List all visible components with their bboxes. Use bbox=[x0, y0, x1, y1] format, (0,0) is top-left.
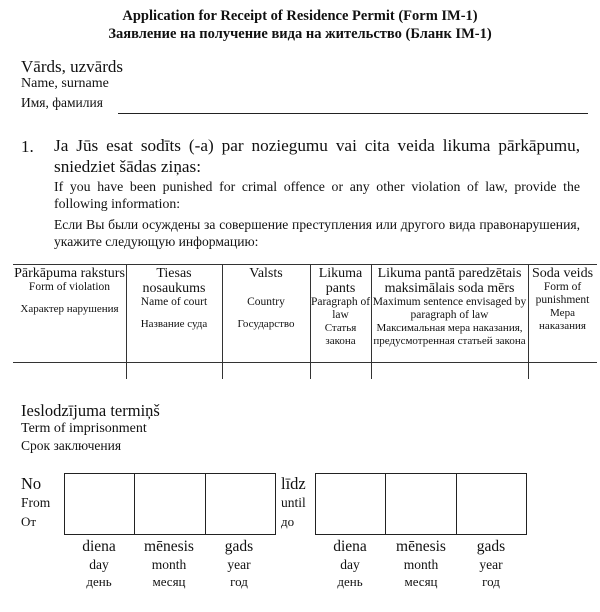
date-part-lv: gads bbox=[476, 538, 506, 555]
until-label-ru: до bbox=[281, 514, 295, 529]
until-month-input[interactable] bbox=[386, 474, 456, 534]
from-year-input[interactable] bbox=[206, 474, 275, 534]
column-header-lv: Pārkāpuma raksturs bbox=[14, 266, 125, 281]
column-header-en: Form of violation bbox=[28, 281, 111, 293]
punishment-cell-input[interactable] bbox=[529, 364, 597, 379]
until-year-input[interactable] bbox=[457, 474, 526, 534]
question-number: 1. bbox=[21, 137, 34, 156]
date-part-ru: год bbox=[230, 574, 248, 589]
column-header-court bbox=[126, 266, 222, 331]
column-header-en: Form of punishment bbox=[535, 281, 590, 306]
court-cell-input[interactable] bbox=[127, 364, 222, 379]
from-month-label bbox=[134, 537, 204, 590]
date-part-en: day bbox=[340, 557, 360, 572]
date-part-ru: день bbox=[86, 574, 112, 589]
term-label-ru: Срок заключения bbox=[21, 438, 122, 453]
until-year-label bbox=[456, 537, 526, 590]
column-header-ru: Название суда bbox=[140, 318, 208, 330]
date-part-lv: diena bbox=[82, 538, 116, 555]
date-part-en: day bbox=[89, 557, 109, 572]
column-header-en: Country bbox=[247, 296, 285, 308]
date-part-ru: день bbox=[337, 574, 363, 589]
column-header-ru: Характер нарушения bbox=[20, 303, 119, 315]
column-header-lv: Tiesas nosaukums bbox=[142, 266, 206, 296]
date-part-en: month bbox=[151, 557, 187, 572]
name-label-ru: Имя, фамилия bbox=[21, 95, 103, 110]
date-part-en: year bbox=[227, 557, 251, 572]
column-header-paragraph bbox=[310, 266, 371, 348]
question-text-lv: Ja Jūs esat sodīts (-a) par noziegumu vai cita veida likuma pārkāpumu, sniedziet šādas ziņas: bbox=[54, 136, 580, 176]
from-date-box bbox=[64, 473, 276, 535]
column-header-en: Name of court bbox=[140, 296, 208, 308]
max-sentence-cell-input[interactable] bbox=[372, 364, 528, 379]
date-part-en: year bbox=[479, 557, 503, 572]
from-label-en: From bbox=[21, 495, 51, 510]
until-label-lv: līdz bbox=[281, 474, 306, 493]
date-part-en: month bbox=[403, 557, 439, 572]
column-header-lv: Likuma pants bbox=[318, 266, 363, 296]
question-text-ru: Если Вы были осуждены за совершение преступления или другого вида правонарушения, укажите следующую информацию: bbox=[54, 217, 580, 249]
column-header-country bbox=[222, 266, 310, 331]
question-text-en: If you have been punished for crimal offence or any other violation of law, provide the following information: bbox=[54, 179, 580, 211]
form-title-ru: Заявление на получение вида на жительство (Бланк IM-1) bbox=[108, 26, 492, 42]
date-part-lv: mēnesis bbox=[396, 538, 446, 555]
from-label-lv: No bbox=[21, 474, 42, 493]
table-header-divider bbox=[13, 362, 597, 363]
column-header-ru: Максимальная мера наказания, предусмотренная статьей закона bbox=[373, 322, 526, 347]
column-header-lv: Soda veids bbox=[531, 266, 594, 281]
column-header-ru: Государство bbox=[237, 318, 295, 330]
column-header-lv: Likuma pantā paredzētais maksimālais soda mērs bbox=[377, 266, 522, 296]
violation-cell-input[interactable] bbox=[13, 364, 126, 379]
column-header-punishment bbox=[528, 266, 597, 333]
from-day-label bbox=[64, 537, 134, 590]
date-part-lv: diena bbox=[333, 538, 367, 555]
column-header-ru: Мера наказания bbox=[539, 307, 586, 332]
column-header-en: Maximum sentence envisaged by paragraph of law bbox=[372, 296, 527, 321]
paragraph-cell-input[interactable] bbox=[311, 364, 371, 379]
column-header-max-sentence bbox=[371, 266, 528, 348]
form-title-en: Application for Receipt of Residence Permit (Form IM-1) bbox=[122, 8, 478, 24]
date-part-ru: месяц bbox=[152, 574, 186, 589]
from-year-label bbox=[204, 537, 274, 590]
until-day-label bbox=[315, 537, 385, 590]
table-top-border bbox=[13, 264, 597, 265]
date-part-lv: mēnesis bbox=[144, 538, 194, 555]
until-label-en: until bbox=[281, 495, 306, 510]
date-part-ru: месяц bbox=[404, 574, 438, 589]
column-header-lv: Valsts bbox=[249, 266, 283, 281]
date-part-ru: год bbox=[482, 574, 500, 589]
term-label-lv: Ieslodzījuma termiņš bbox=[21, 401, 160, 420]
until-date-box bbox=[315, 473, 527, 535]
until-day-input[interactable] bbox=[316, 474, 386, 534]
from-label-ru: От bbox=[21, 514, 37, 529]
name-label-en: Name, surname bbox=[21, 76, 109, 91]
name-label-lv: Vārds, uzvārds bbox=[21, 57, 123, 76]
until-month-label bbox=[386, 537, 456, 590]
from-day-input[interactable] bbox=[65, 474, 135, 534]
column-header-ru: Статья закона bbox=[324, 322, 357, 347]
term-label-en: Term of imprisonment bbox=[21, 421, 147, 436]
date-part-lv: gads bbox=[224, 538, 254, 555]
name-surname-field[interactable] bbox=[118, 113, 588, 114]
column-header-en: Paragraph of law bbox=[310, 296, 371, 321]
from-month-input[interactable] bbox=[135, 474, 205, 534]
country-cell-input[interactable] bbox=[223, 364, 310, 379]
column-header-violation bbox=[13, 266, 126, 316]
